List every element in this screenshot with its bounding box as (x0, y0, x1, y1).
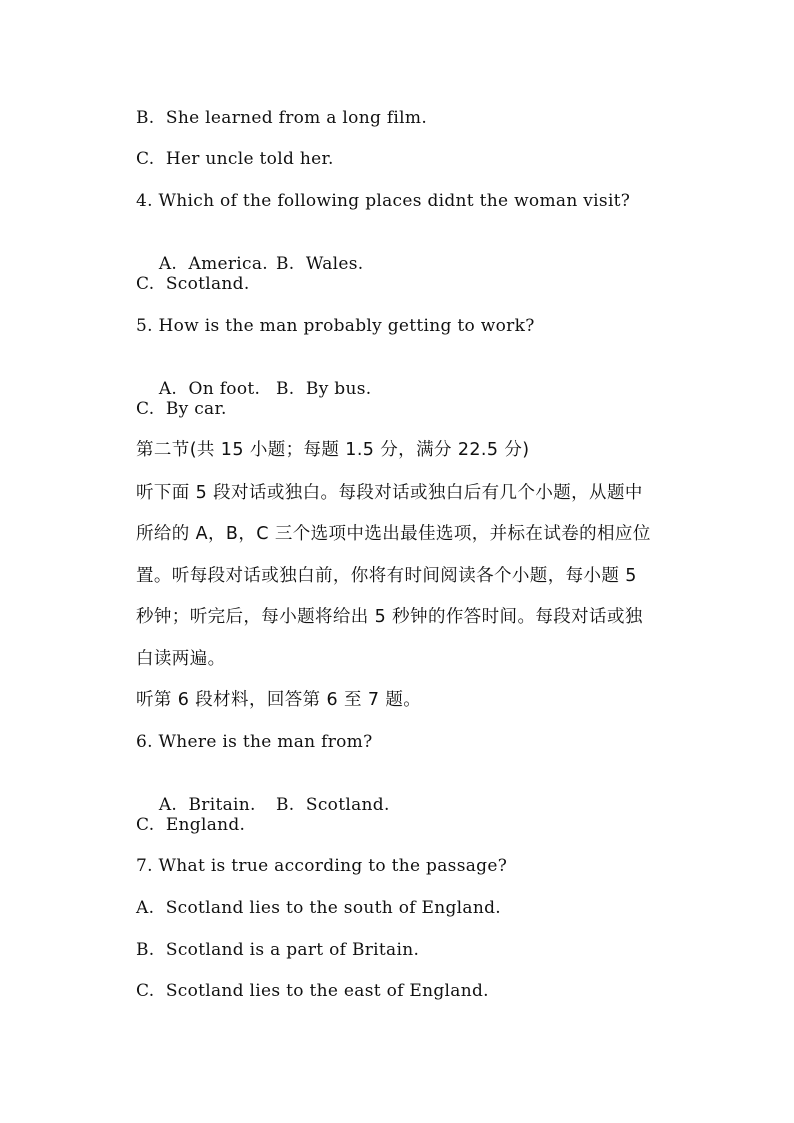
instructions-line-3: 置。听每段对话或独白前，你将有时间阅读各个小题，每小题 5 (136, 566, 637, 586)
instructions-line-1: 听下面 5 段对话或独白。每段对话或独白后有几个小题，从题中 (136, 483, 643, 503)
instructions-line-4: 秒钟；听完后，每小题将给出 5 秒钟的作答时间。每段对话或独 (136, 607, 643, 627)
q7-option-b: B. Scotland is a part of Britain. (136, 940, 420, 960)
q3-option-c: C. Her uncle told her. (136, 149, 334, 169)
instructions-line-2: 所给的 A，B，C 三个选项中选出最佳选项，并标在试卷的相应位 (136, 524, 651, 544)
q6-question: 6. Where is the man from? (136, 732, 373, 752)
q6-option-c: C. England. (136, 815, 246, 835)
q6-option-a: A. Britain. (158, 795, 256, 815)
q7-option-c: C. Scotland lies to the east of England. (136, 981, 489, 1001)
q5-option-b: B. By bus. (276, 379, 372, 399)
q3-option-b: B. She learned from a long film. (136, 108, 428, 128)
q4-option-b: B. Wales. (276, 254, 364, 274)
q7-option-a: A. Scotland lies to the south of England. (136, 898, 501, 918)
q5-question: 5. How is the man probably getting to work? (136, 316, 535, 336)
q4-option-a: A. America. (158, 254, 268, 274)
q4-question: 4. Which of the following places didnt the woman visit? (136, 191, 631, 211)
q5-option-c: C. By car. (136, 399, 227, 419)
instructions-line-5: 白读两遍。 (136, 649, 226, 669)
q5-option-a: A. On foot. (158, 379, 261, 399)
q6-option-b: B. Scotland. (276, 795, 390, 815)
q4-option-c: C. Scotland. (136, 274, 250, 294)
material-6-instruction: 听第 6 段材料，回答第 6 至 7 题。 (136, 690, 422, 710)
section-two-heading: 第二节(共 15 小题；每题 1.5 分，满分 22.5 分) (136, 440, 530, 460)
q7-question: 7. What is true according to the passage? (136, 856, 508, 876)
